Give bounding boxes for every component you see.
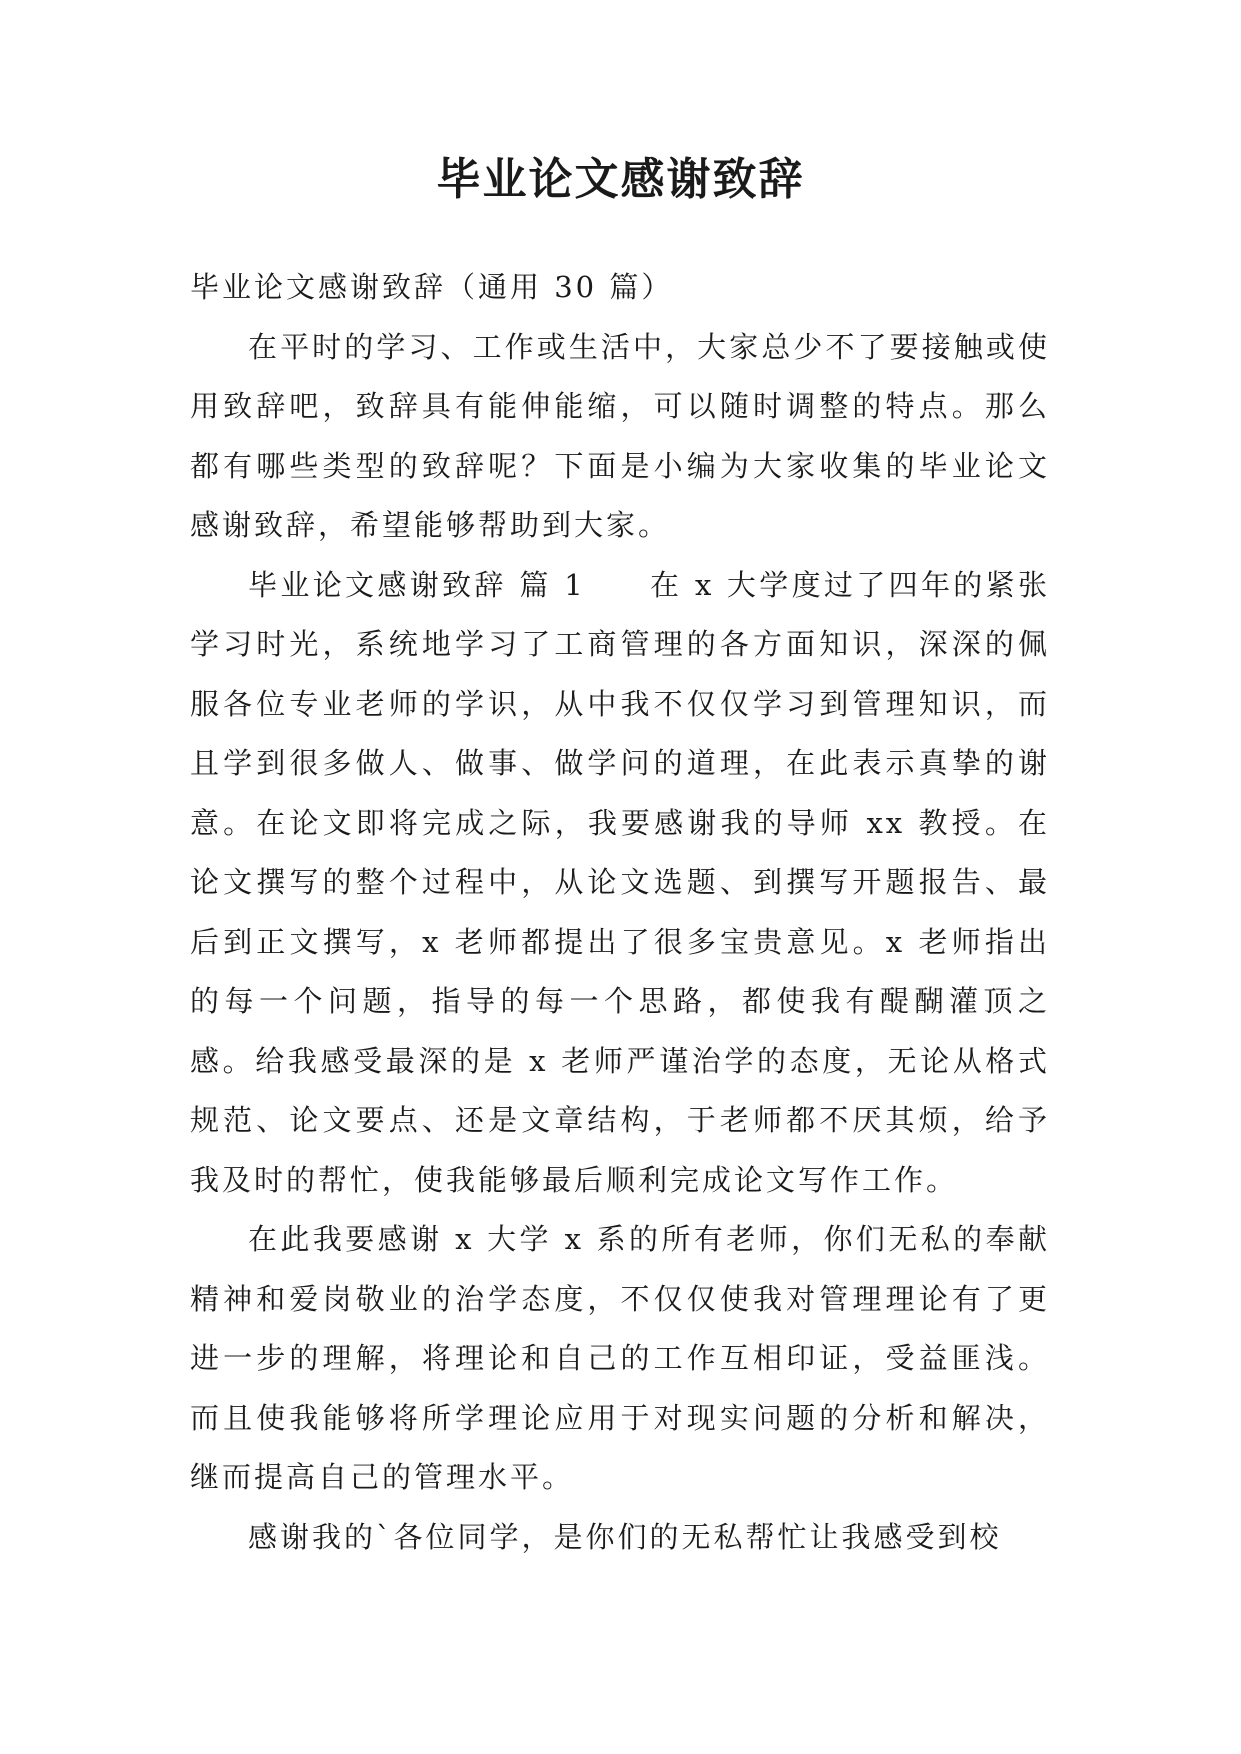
document-subtitle: 毕业论文感谢致辞（通用 30 篇） (190, 270, 674, 304)
document-body (190, 258, 1050, 1567)
section-heading: 毕业论文感谢致辞 篇 1 (248, 567, 586, 602)
document-title: 毕业论文感谢致辞 (436, 154, 805, 205)
paragraph-3: 感谢我的`各位同学，是你们的无私帮忙让我感受到校 (248, 1519, 1002, 1554)
paragraph-2: 在此我要感谢 x 大学 x 系的所有老师，你们无私的奉献精神和爱岗敬业的治学态度，不仅仅使我对管理理论有了更进一步的理解，将理论和自己的工作互相印证，受益匪浅。而且使我能够将所学理论应用于对现实问题的分析和解决，继而提高自己的管理水平。 (190, 1222, 1050, 1494)
section-1-paragraph (190, 556, 1050, 1211)
section-1-text: 在 x 大学度过了四年的紧张学习时光，系统地学习了工商管理的各方面知识，深深的佩服各位专业老师的学识，从中我不仅仅学习到管理知识，而且学到很多做人、做事、做学问的道理，在此表示真挚的谢意。在论文即将完成之际，我要感谢我的导师 xx 教授。在论文撰写的整个过程中，从论文选题、到撰写开题报告、最后到正文撰写，x 老师都提出了很多宝贵意见。x 老师指出的每一个问题，指导的每一个思路，都使我有醍醐灌顶之感。给我感受最深的是 x 老师严谨治学的态度，无论从格式规范、论文要点、还是文章结构，于老师都不厌其烦，给予我及时的帮忙，使我能够最后顺利完成论文写作工作。 (190, 567, 1050, 1197)
intro-paragraph: 在平时的学习、工作或生活中，大家总少不了要接触或使用致辞吧，致辞具有能伸能缩，可以随时调整的特点。那么都有哪些类型的致辞呢？下面是小编为大家收集的毕业论文感谢致辞，希望能够帮助到大家。 (190, 329, 1050, 542)
